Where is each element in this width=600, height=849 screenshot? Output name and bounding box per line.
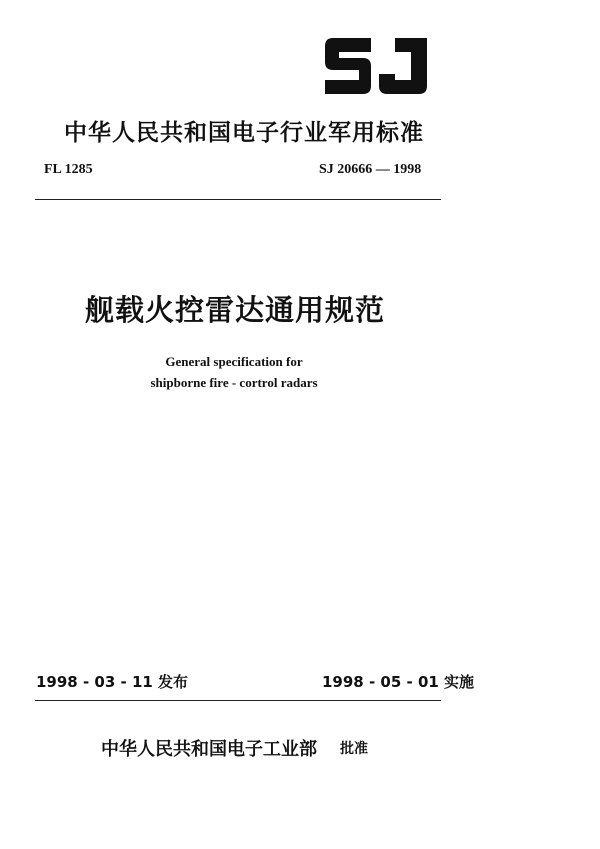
standard-number: SJ 20666 — 1998 bbox=[319, 162, 422, 177]
approving-authority: 中华人民共和国电子工业部 bbox=[101, 739, 317, 760]
implementation-date: 1998 - 05 - 01 实施 bbox=[322, 673, 475, 691]
approval-label: 批准 bbox=[340, 741, 368, 757]
document-title-chinese: 舰载火控雷达通用规范 bbox=[85, 293, 386, 327]
sj-logo-mark bbox=[323, 34, 433, 98]
sj-logo bbox=[323, 34, 433, 98]
document-title-english-line1: General specification for bbox=[165, 354, 303, 369]
top-divider bbox=[35, 199, 441, 200]
classification-code: FL 1285 bbox=[44, 162, 93, 177]
issuer-heading: 中华人民共和国电子行业军用标准 bbox=[64, 120, 424, 146]
document-title-english-line2: shipborne fire - cortrol radars bbox=[150, 375, 318, 390]
issue-date: 1998 - 03 - 11 发布 bbox=[36, 673, 189, 691]
bottom-divider bbox=[35, 700, 441, 701]
